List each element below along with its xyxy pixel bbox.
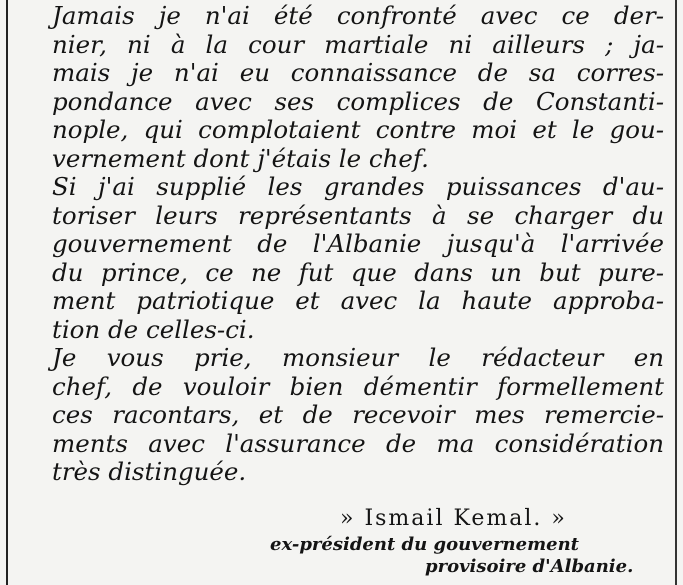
column-rule-right [675,0,677,585]
text-line: vernement dont j'étais le chef. [52,143,429,173]
text-line: gouvernement de l'Albanie jusqu'à l'arrivée [52,229,664,258]
text-line: ces racontars, et de recevoir mes remercie- [52,400,664,429]
text-line: Je vous prie, monsieur le rédacteur en [52,343,664,372]
signature: » Ismail Kemal. » [340,506,567,531]
text-line: mais je n'ai eu connaissance de sa corres- [52,58,664,87]
text-line: toriser leurs représentants à se charger du [52,200,664,230]
signer-title-line-1: ex-président du gouvernement [270,534,579,555]
text-line: nople, qui complotaient contre moi et le gou- [52,115,664,144]
column-rule-left [6,0,8,585]
text-line: pondance avec ses complices de Constanti- [52,86,664,116]
text-line: Si j'ai supplié les grandes puissances d'au- [52,172,664,201]
signer-title-line-2: provisoire d'Albanie. [425,556,634,577]
text-line: du prince, ce ne fut que dans un but pure- [52,257,664,287]
paragraph-3 [52,344,664,487]
text-line: Jamais je n'ai été confronté avec ce der- [52,1,664,30]
text-line: chef, de vouloir bien démentir formellement [52,371,664,401]
article-column [52,2,664,487]
text-line: ment patriotique et avec la haute approba- [52,286,664,315]
text-line: tion de celles-ci. [52,314,255,344]
text-line: ments avec l'assurance de ma considération [52,428,664,458]
text-line: très distinguée. [52,457,247,486]
text-line: nier, ni à la cour martiale ni ailleurs ; ja- [52,29,664,59]
paragraph-2 [52,173,664,344]
paragraph-1 [52,2,664,173]
